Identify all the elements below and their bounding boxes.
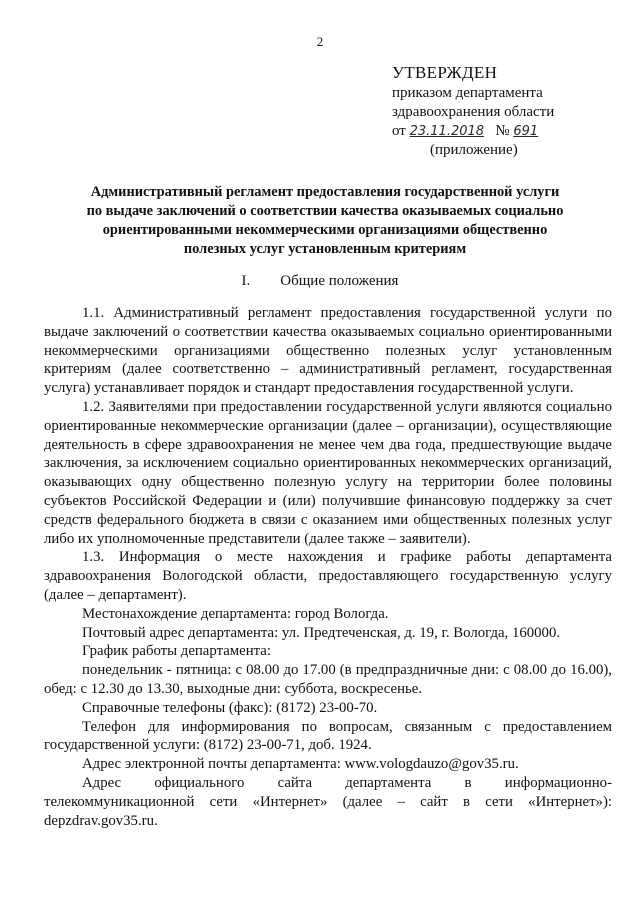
approval-line-2: здравоохранения области xyxy=(392,104,555,120)
schedule-text: понедельник - пятница: с 08.00 до 17.00 (в предпраздничные дни: с 08.00 до 16.00), обед: с 12.30 до 13.30, выходные дни: суббота, воскресенье. xyxy=(44,662,612,697)
section-number: I. xyxy=(241,273,251,289)
approval-line-1: приказом департамента xyxy=(392,85,543,101)
title-line-2: по выдаче заключений о соответствии качества оказываемых социально xyxy=(86,203,564,219)
section-heading xyxy=(0,273,640,290)
handwritten-date: 23.11.2018 xyxy=(409,124,485,139)
document-title xyxy=(60,183,590,259)
approved-heading: УТВЕРЖДЕН xyxy=(392,63,498,82)
website-line: Адрес официального сайта департамента в информационно-телекоммуникационной сети «Интернет» (далее – сайт в сети «Интернет»): depzdrav.gov35.ru. xyxy=(44,774,612,829)
title-line-4: полезных услуг установленным критериям xyxy=(183,241,467,257)
email-line: Адрес электронной почты департамента: www.vologdauzo@gov35.ru. xyxy=(82,756,519,773)
paragraph-1-2: 1.2. Заявителями при предоставлении государственной услуги являются социально ориентированные некоммерческие организации (далее – организации), осуществляющие деятельность в сфере здравоохранения не менее чем два года, предшествующие выдаче заключения, за исключением социально ориентированных некоммерческих организаций, оказывающих одну общественно полезную услугу на территории более половины субъектов Российской Федерации и (или) получившие финансовую поддержку за счет средств федерального бюджета в связи с оказанием ими общественных полезных услуг либо их уполномоченные представители (далее также – заявители). xyxy=(44,398,612,547)
phones-line: Справочные телефоны (факс): (8172) 23-00-70. xyxy=(82,699,378,716)
schedule-label: График работы департамента: xyxy=(82,643,271,660)
title-line-1: Административный регламент предоставления государственной услуги xyxy=(90,184,560,200)
postal-address-line: Почтовый адрес департамента: ул. Предтеченская, д. 19, г. Вологда, 160000. xyxy=(82,624,561,641)
paragraph-1-3: 1.3. Информация о месте нахождения и графике работы департамента здравоохранения Вологодской области, предоставляющего государственную услугу (далее – департамент). xyxy=(44,549,612,603)
paragraph-1-1: 1.1. Административный регламент предоставления государственной услуги по выдаче заключений о соответствии качества оказываемых социально ориентированными некоммерческими организациями общественно полезных услуг установленным критериям (далее соответственно – административный регламент, государственная услуга) устанавливает порядок и стандарт предоставления государственной услуги. xyxy=(44,305,612,397)
date-prefix: от xyxy=(392,123,406,139)
number-prefix: № xyxy=(495,123,510,139)
location-line: Местонахождение департамента: город Вологда. xyxy=(82,605,389,622)
document-body xyxy=(44,304,612,830)
info-phone-line: Телефон для информирования по вопросам, связанным с предоставлением государственной услуги: (8172) 23-00-71, доб. 1924. xyxy=(44,718,612,754)
handwritten-number: 691 xyxy=(513,124,539,139)
section-title: Общие положения xyxy=(280,273,399,289)
title-line-3: ориентированными некоммерческими организациями общественно xyxy=(102,222,548,238)
approval-stamp-block xyxy=(392,62,622,160)
appendix-label: (приложение) xyxy=(430,142,518,158)
order-date-number-line xyxy=(392,122,622,141)
page-number: 2 xyxy=(316,34,324,49)
